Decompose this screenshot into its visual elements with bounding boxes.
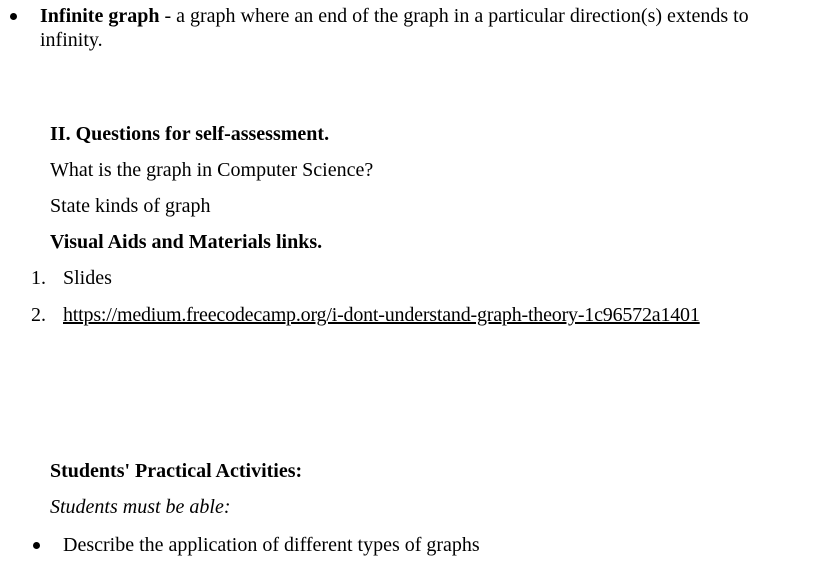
question-1: What is the graph in Computer Science? — [50, 159, 374, 181]
definition-text: - a graph where an end of the graph in a particular direction(s) extends to — [159, 5, 749, 27]
list-item-slides: Slides — [63, 267, 112, 289]
definition-line — [40, 4, 749, 28]
section-heading-self-assessment: II. Questions for self-assessment. — [50, 123, 330, 145]
definition-continuation: infinity. — [40, 29, 103, 51]
activities-subheading: Students must be able: — [50, 496, 231, 518]
definition-term: Infinite graph — [40, 5, 160, 27]
bullet-icon — [10, 13, 17, 20]
list-marker-2: 2. — [31, 304, 46, 326]
section-heading-visual-aids: Visual Aids and Materials links. — [50, 231, 323, 253]
question-2: State kinds of graph — [50, 195, 211, 217]
section-heading-activities: Students' Practical Activities: — [50, 460, 303, 482]
list-marker-1: 1. — [31, 267, 46, 289]
bullet-icon — [33, 542, 40, 549]
activity-item: Describe the application of different types of graphs — [63, 534, 480, 556]
freecodecamp-link[interactable]: https://medium.freecodecamp.org/i-dont-understand-graph-theory-1c96572a1401 — [63, 304, 700, 326]
